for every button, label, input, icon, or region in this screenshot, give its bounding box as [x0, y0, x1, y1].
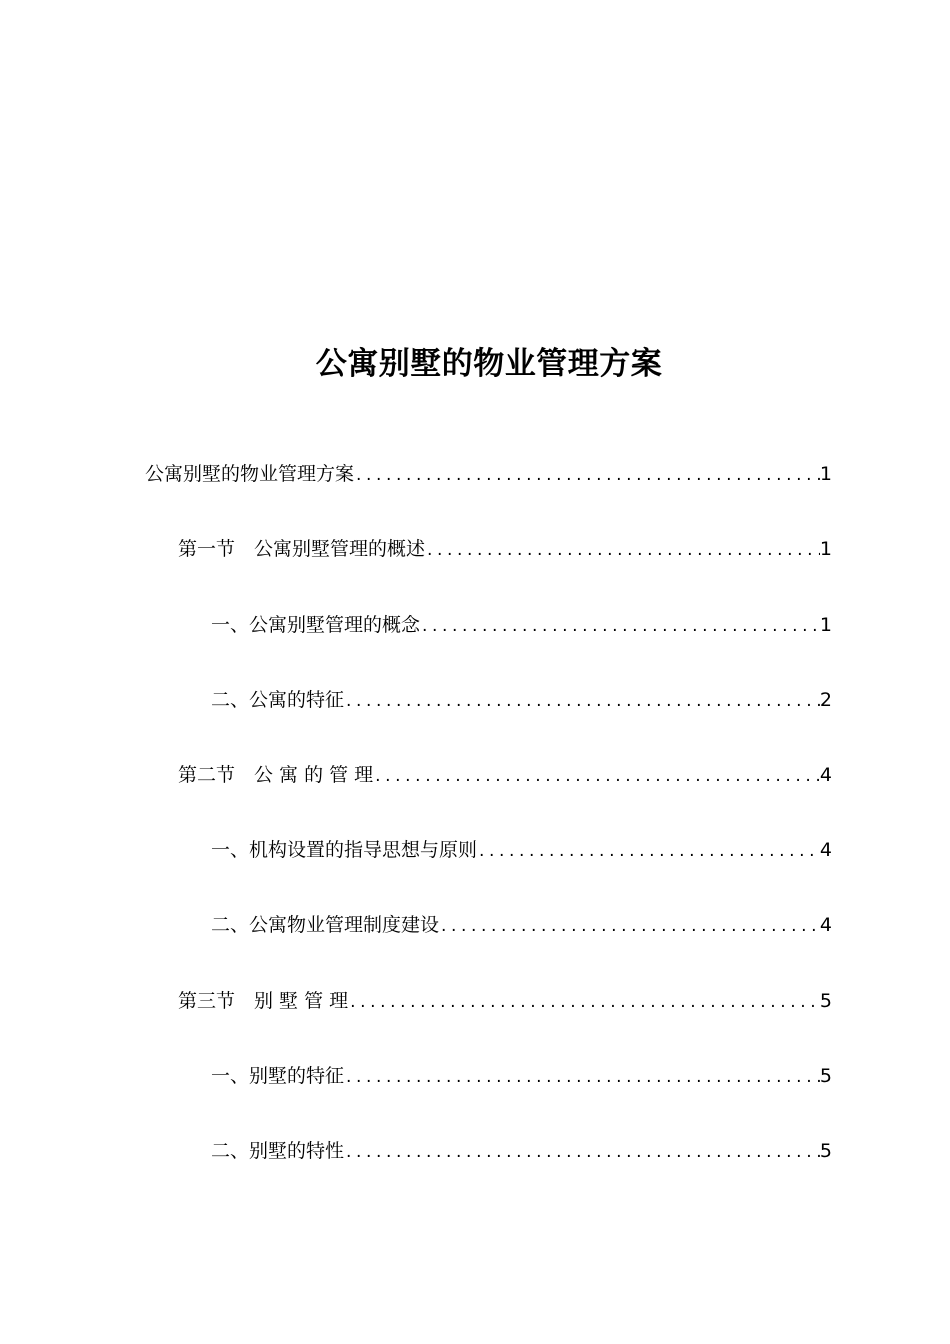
toc-dot-leader: [344, 1137, 820, 1167]
toc-page-number: 4: [819, 764, 832, 786]
toc-entry[interactable]: [145, 459, 832, 489]
toc-page-number: 1: [819, 614, 832, 636]
toc-entry-text: 第一节 公寓别墅管理的概述: [178, 538, 426, 560]
toc-dot-leader: [348, 987, 820, 1017]
toc-entry-text: 二、公寓的特征: [211, 689, 345, 711]
toc-page-number: 5: [819, 1065, 832, 1087]
toc-entry-text: 二、公寓物业管理制度建设: [211, 914, 440, 936]
toc-entry-text: 一、机构设置的指导思想与原则: [211, 839, 478, 861]
toc-page-number: 1: [819, 463, 832, 485]
toc-entry-text: 公寓别墅的物业管理方案: [145, 463, 355, 485]
toc-entry-text: 一、公寓别墅管理的概念: [211, 614, 421, 636]
toc-entry[interactable]: [211, 685, 832, 715]
toc-dot-leader: [477, 836, 820, 866]
toc-page-number: 5: [819, 990, 832, 1012]
toc-dot-leader: [354, 460, 820, 490]
toc-dot-leader: [344, 686, 820, 716]
toc-dot-leader: [373, 761, 820, 791]
toc-entry[interactable]: [211, 835, 832, 865]
toc-entry[interactable]: [211, 1061, 832, 1091]
toc-entry[interactable]: [211, 1136, 832, 1166]
toc-dot-leader: [344, 1062, 820, 1092]
toc-entry-text: 第二节 公 寓 的 管 理: [178, 764, 374, 786]
toc-entry[interactable]: [178, 534, 832, 564]
toc-entry-text: 一、别墅的特征: [211, 1065, 345, 1087]
toc-page-number: 1: [819, 538, 832, 560]
toc-page-number: 4: [819, 839, 832, 861]
toc-page-number: 5: [819, 1140, 832, 1162]
toc-entry[interactable]: [178, 760, 832, 790]
document-title: 公寓别墅的物业管理方案: [315, 346, 663, 382]
toc-dot-leader: [425, 535, 820, 565]
toc-entry[interactable]: [211, 910, 832, 940]
toc-entry[interactable]: [211, 610, 832, 640]
toc-page-number: 4: [819, 914, 832, 936]
toc-entry-text: 第三节 别 墅 管 理: [178, 990, 349, 1012]
toc-entry-text: 二、别墅的特性: [211, 1140, 345, 1162]
toc-entry[interactable]: [178, 986, 832, 1016]
toc-dot-leader: [420, 611, 820, 641]
toc-page-number: 2: [819, 689, 832, 711]
toc-dot-leader: [439, 911, 820, 941]
